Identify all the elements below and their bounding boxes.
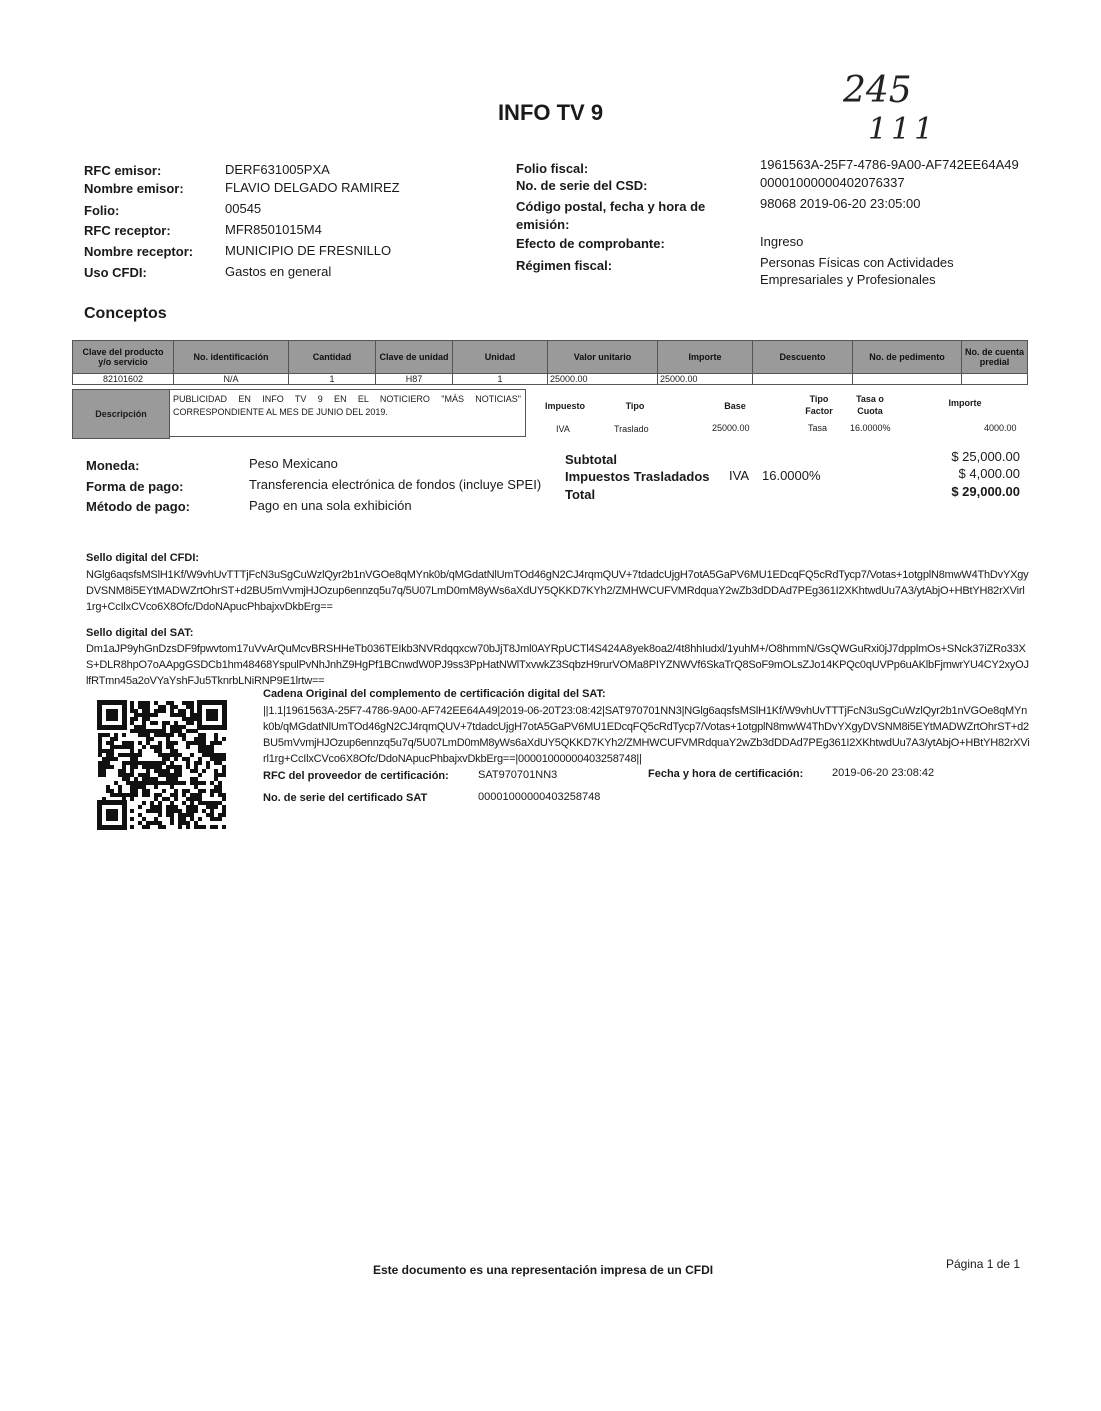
col-valor-unitario: Valor unitario xyxy=(548,341,658,374)
regimen-value-line1: Personas Físicas con Actividades xyxy=(760,255,954,270)
subtotal-value: $ 25,000.00 xyxy=(951,449,1020,464)
rfc-proveedor-label: RFC del proveedor de certificación: xyxy=(263,770,449,782)
iva-rate: 16.0000% xyxy=(762,468,821,483)
sello-cfdi-value: NGlg6aqsfsMSlH1Kf/W9vhUvTTTjFcN3uSgCuWzlQyr2b1nVGOe8qMYnk0b/qMGdatNlUmTOd46gN2CJ4rqmQUV+7tdadcUjgH7otA5GaPV6MU1EDcqFQ5cRdTycp7/Votas+1otgplN8mwW4ThDvYXgyDVSNM8i5EYtMADWZrtOhrST+d2BU5mVvmjHJOzup6ennzq5u7q/5U07LmD0mM8yWs6aXdUY5QKKD7KYh2/ZMHWCUFVMRdquaY2wZb3dDDAd7PEg361I2XKhtwdUu7A3/ytAbjO+HBtYH82rXVirl1rg+CcIlxCVco6X8Ofc/DdoNApucPhbajxvDkbErg== xyxy=(86,569,1029,613)
tax-header-tipo-factor: Tipo Factor xyxy=(805,394,833,416)
cadena-original-value: ||1.1|1961563A-25F7-4786-9A00-AF742EE64A49|2019-06-20T23:08:42|SAT970701NN3|NGlg6aqsfsMSlH1Kf/W9vhUvTTTjFcN3uSgCuWzlQyr2b1nVGOe8qMYnk0b/qMGdatNlUmTOd46gN2CJ4rqmQUV+7tdadcUjgH7otA5GaPV6MU1EDcqFQ5cRdTycp7/Votas+1otgplN8mwW4ThDvYXgyDVSNM8i5EYtMADWZrtOhrST+d2BU5mVvmjHJOzup6ennzq5u7q/5U07LmD0mM8yWs6aXdUY5QKKD7KYh2/ZMHWCUFVMRdquaY2wZb3dDDAd7PEg361I2XKhtwdUu7A3/ytAbjO+HBtYH82rXVirl1rg+CcIlxCVco6X8Ofc/DdoNApucPhbajxvDkbErg==|00001000000403258748|| xyxy=(263,705,1030,765)
total-label: Total xyxy=(565,487,596,502)
fecha-certificacion-value: 2019-06-20 23:08:42 xyxy=(832,767,935,779)
cell-cantidad: 1 xyxy=(289,374,376,385)
conceptos-table xyxy=(72,340,1028,385)
forma-pago-label: Forma de pago: xyxy=(86,479,184,494)
sello-sat-value: Dm1aJP9yhGnDzsDF9fpwvtom17uVvArQuMcvBRSHHeTb036TEIkb3NVRdqqxcw70bJjT8Jml0AYRpUCTl4S424A8yek8oa2/4t8hhIudxl/1yuhM+/O8hmmN/GsQWGuRxi0jJ7dpplmOs+SNck37iZRo33XS+DLR8hpO7oAApgGSDCb1hm48468YspulPvNhJnhZ9HgPf1BCnwdW0PJ9ss3PpHatNWlTxvwkZ3SqbzH9rurVOMa8PIYZNWVf6SkaTrQ8SoF9mOLsZJo14KPQc0qUVPp6uAKlbFjmwrYU4CY2xyOJlfRTmn45a2oVYaYshFJu5TknrbLNiRNP9E1lrtw== xyxy=(86,643,1029,687)
cell-valor-unitario: 25000.00 xyxy=(548,374,658,385)
col-no-pedimento: No. de pedimento xyxy=(853,341,962,374)
tax-header-tasa: Tasa o Cuota xyxy=(856,394,884,416)
cell-no-pedimento xyxy=(853,374,962,385)
cell-no-cuenta-predial xyxy=(962,374,1028,385)
serie-csd-label: No. de serie del CSD: xyxy=(516,178,648,193)
tax-header-importe: Importe xyxy=(948,398,982,408)
cell-clave-unidad: H87 xyxy=(376,374,453,385)
col-importe: Importe xyxy=(658,341,753,374)
cp-fecha-value: 98068 2019-06-20 23:05:00 xyxy=(760,196,921,211)
sello-sat-label: Sello digital del SAT: xyxy=(86,627,194,639)
total-value: $ 29,000.00 xyxy=(951,484,1020,499)
folio-value: 00545 xyxy=(225,201,262,216)
nombre-emisor-value: FLAVIO DELGADO RAMIREZ xyxy=(225,180,400,195)
descripcion-label: Descripción xyxy=(72,389,170,439)
rfc-emisor-label: RFC emisor: xyxy=(84,163,162,178)
nombre-emisor-label: Nombre emisor: xyxy=(84,181,184,196)
iva-label: IVA xyxy=(729,468,749,483)
metodo-pago-value: Pago en una sola exhibición xyxy=(249,498,412,513)
tax-tasa: 16.0000% xyxy=(850,423,891,433)
metodo-pago-label: Método de pago: xyxy=(86,499,190,514)
page-number: Página 1 de 1 xyxy=(946,1257,1021,1271)
tax-importe: 4000.00 xyxy=(984,423,1017,433)
table-row xyxy=(73,374,1028,385)
conceptos-header-row xyxy=(73,341,1028,374)
serie-csd-value: 00001000000402076337 xyxy=(760,175,905,190)
col-no-identificacion: No. identificación xyxy=(174,341,289,374)
tax-header-impuesto: Impuesto xyxy=(544,401,585,411)
tax-base: 25000.00 xyxy=(712,423,750,433)
tax-header-tipo: Tipo xyxy=(625,401,645,411)
handwritten-marks: 111 xyxy=(868,112,938,147)
sello-cfdi-label: Sello digital del CFDI: xyxy=(86,552,200,564)
cell-importe: 25000.00 xyxy=(658,374,753,385)
cell-unidad: 1 xyxy=(453,374,548,385)
col-unidad: Unidad xyxy=(453,341,548,374)
moneda-value: Peso Mexicano xyxy=(249,456,338,471)
cell-clave-producto: 82101602 xyxy=(73,374,174,385)
qr-code-icon xyxy=(97,700,227,830)
impuestos-trasladados-label: Impuestos Trasladados xyxy=(565,469,710,484)
serie-certificado-sat-value: 00001000000403258748 xyxy=(478,791,601,803)
fecha-certificacion-label: Fecha y hora de certificación: xyxy=(648,768,804,780)
efecto-value: Ingreso xyxy=(760,234,804,249)
cadena-original-label: Cadena Original del complemento de certificación digital del SAT: xyxy=(263,688,606,700)
document-title: INFO TV 9 xyxy=(497,100,604,125)
nombre-receptor-value: MUNICIPIO DE FRESNILLO xyxy=(225,243,392,258)
regimen-value-line2: Empresariales y Profesionales xyxy=(760,272,936,287)
tax-header-base: Base xyxy=(724,401,746,411)
cell-no-identificacion: N/A xyxy=(174,374,289,385)
footer-note: Este documento es una representación impresa de un CFDI xyxy=(373,1263,714,1277)
cp-label-line1: Código postal, fecha y hora de xyxy=(516,199,706,214)
descripcion-text: PUBLICIDAD EN INFO TV 9 EN EL NOTICIERO "MÁS NOTICIAS" CORRESPONDIENTE AL MES DE JUNIO DEL 2019. xyxy=(169,389,526,437)
rfc-emisor-value: DERF631005PXA xyxy=(225,162,330,177)
rfc-receptor-label: RFC receptor: xyxy=(84,223,171,238)
efecto-label: Efecto de comprobante: xyxy=(516,236,665,251)
uso-cfdi-label: Uso CFDI: xyxy=(84,265,147,280)
impuestos-value: $ 4,000.00 xyxy=(958,466,1020,481)
col-clave-unidad: Clave de unidad xyxy=(376,341,453,374)
handwritten-number: 245 xyxy=(843,70,912,111)
subtotal-label: Subtotal xyxy=(565,452,617,467)
serie-certificado-sat-label: No. de serie del certificado SAT xyxy=(263,792,428,804)
tax-tipo: Traslado xyxy=(614,424,649,434)
tax-impuesto: IVA xyxy=(556,424,570,434)
col-no-cuenta-predial: No. de cuenta predial xyxy=(962,341,1028,374)
uso-cfdi-value: Gastos en general xyxy=(225,264,332,279)
nombre-receptor-label: Nombre receptor: xyxy=(84,244,194,259)
conceptos-heading: Conceptos xyxy=(84,305,167,322)
cp-label-line2: emisión: xyxy=(516,217,570,232)
folio-label: Folio: xyxy=(84,203,120,218)
col-descuento: Descuento xyxy=(753,341,853,374)
col-clave-producto: Clave del producto y/o servicio xyxy=(73,341,174,374)
regimen-label: Régimen fiscal: xyxy=(516,258,613,273)
tax-tipo-factor: Tasa xyxy=(808,423,828,433)
moneda-label: Moneda: xyxy=(86,458,140,473)
folio-fiscal-label: Folio fiscal: xyxy=(516,161,589,176)
folio-fiscal-value: 1961563A-25F7-4786-9A00-AF742EE64A49 xyxy=(760,157,1019,172)
col-cantidad: Cantidad xyxy=(289,341,376,374)
cell-descuento xyxy=(753,374,853,385)
rfc-receptor-value: MFR8501015M4 xyxy=(225,222,322,237)
rfc-proveedor-value: SAT970701NN3 xyxy=(478,769,558,781)
forma-pago-value: Transferencia electrónica de fondos (incluye SPEI) xyxy=(249,477,542,492)
